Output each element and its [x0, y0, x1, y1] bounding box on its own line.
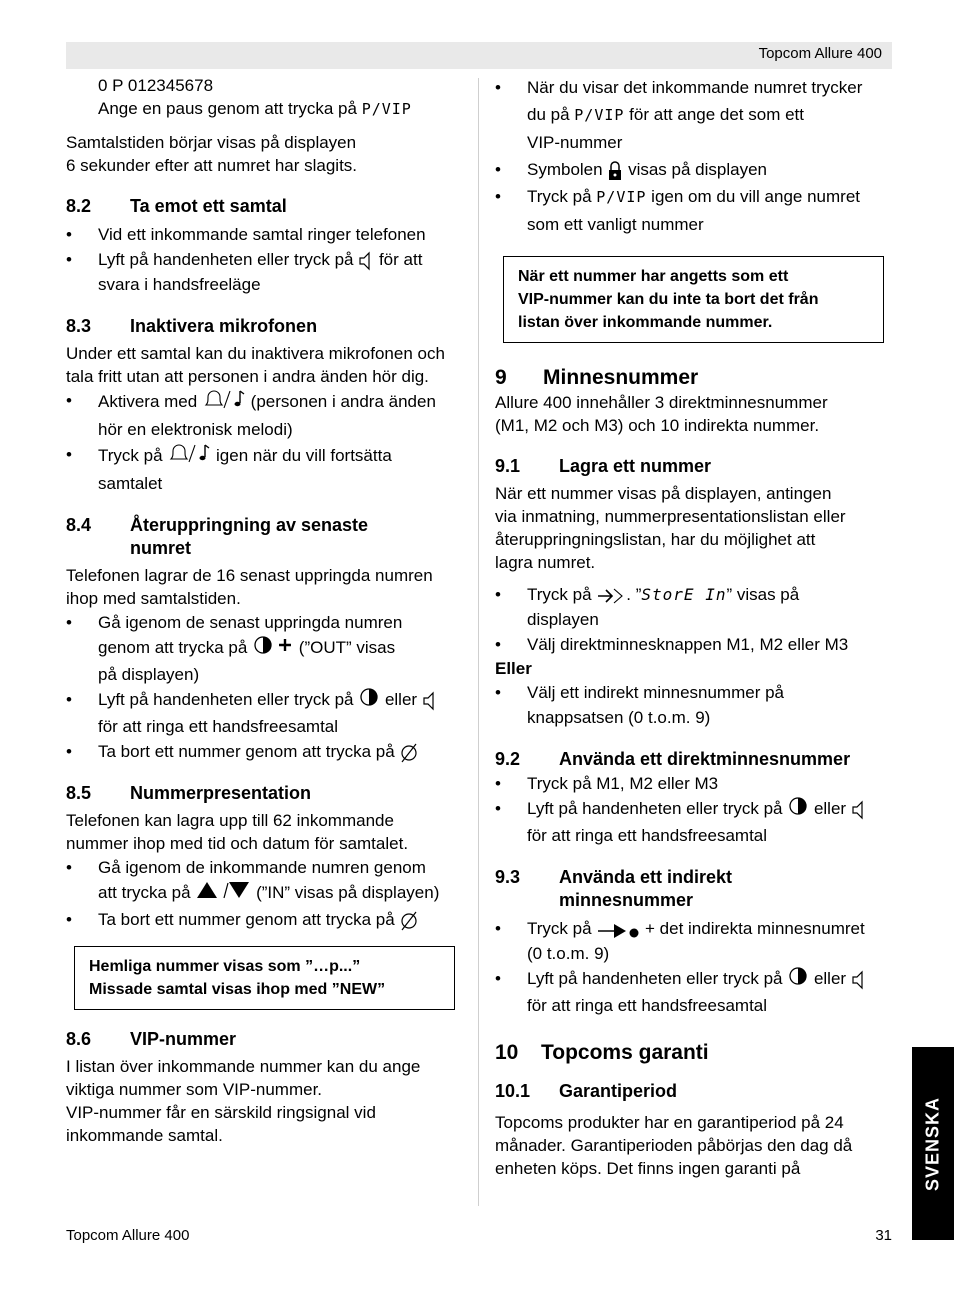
list-item: • Vid ett inkommande samtal ringer telefonen — [66, 222, 466, 247]
section-8-4-text: Telefonen lagrar de 16 senast uppringda numren ihop med samtalstiden. — [66, 566, 433, 608]
up-down-arrows-icon — [195, 880, 251, 907]
speaker-icon — [422, 691, 438, 711]
talktime-text: Samtalstiden börjar visas på displayen 6 sekunder efter att numret har slagits. — [66, 133, 358, 175]
pvip-key-icon: P/VIP — [361, 100, 412, 118]
pvip-key-icon: P/VIP — [596, 188, 647, 206]
section-8-3-heading: 8.3 Inaktivera mikrofonen — [66, 316, 318, 336]
section-9-1-list — [495, 582, 895, 657]
list-item: • Tryck på + det indirekta minnesnumret (0 t.o.m. 9) — [495, 916, 895, 966]
section-8-6-heading: 8.6 VIP-nummer — [66, 1029, 237, 1050]
list-item: • Ta bort ett nummer genom att trycka på — [66, 739, 466, 764]
speaker-icon — [851, 800, 867, 820]
lcd-store-in-text: StorE In — [641, 585, 727, 604]
language-tab: SVENSKA — [912, 1047, 954, 1240]
section-10-1-heading: 10.1 Garantiperiod — [495, 1081, 678, 1102]
list-item: • Lyft på handenheten eller tryck på för att svara i handsfreeläge — [66, 247, 466, 297]
pvip-key-icon: P/VIP — [574, 106, 625, 124]
pause-example: 0 P 012345678 — [98, 76, 214, 95]
column-divider — [478, 78, 479, 1206]
section-8-5-text: Telefonen kan lagra upp till 62 inkommande nummer ihop med tid och datum för samtalet. — [66, 811, 409, 854]
mute-bell-note-icon — [202, 388, 246, 417]
section-9-2-heading: 9.2 Använda ett direktminnesnummer — [495, 749, 851, 769]
list-item: • Lyft på handenheten eller tryck på eller för att ringa ett handsfreesamtal — [495, 796, 895, 848]
section-8-2-heading: 8.2 Ta emot ett samtal — [66, 196, 287, 216]
section-9-2-list — [495, 771, 895, 848]
lock-icon — [607, 160, 623, 182]
section-9-heading: 9 Minnesnummer — [495, 366, 699, 389]
call-key-icon — [787, 796, 809, 823]
pause-instruction: Ange en paus genom att trycka på P/VIP — [98, 99, 412, 118]
section-10-1-text: Topcoms produkter har en garantiperiod på 24 månader. Garantiperioden påbörjas den dag då enheten köps. Det finns ingen garanti på — [495, 1113, 853, 1179]
list-item: • Gå igenom de inkommande numren genom att trycka på (”IN” visas på displayen) — [66, 855, 466, 907]
memory-arrow-icon — [596, 920, 640, 940]
vip-note-box: När ett nummer har angetts som ett VIP-nummer kan du inte ta bort det från listan över inkommande nummer. — [503, 256, 884, 343]
section-8-3-text: Under ett samtal kan du inaktivera mikrofonen och tala fritt utan att personen i andra änden hör dig. — [66, 344, 445, 386]
section-10-heading: 10 Topcoms garanti — [495, 1041, 709, 1065]
header-bar — [66, 42, 892, 69]
header-title: Topcom Allure 400 — [758, 45, 882, 62]
section-8-4-list — [66, 610, 466, 764]
left-column — [66, 74, 466, 1147]
list-item: • Gå igenom de senast uppringda numren genom att trycka på (”OUT” visas på displayen) — [66, 610, 466, 687]
list-item: • Symbolen visas på displayen — [495, 156, 895, 183]
page-number: 31 — [875, 1227, 892, 1244]
section-9-1-heading: 9.1 Lagra ett nummer — [495, 456, 712, 476]
delete-icon — [399, 742, 419, 764]
or-label: Eller — [495, 659, 532, 678]
list-item: • Tryck på P/VIP igen om du vill ange numret som ett vanligt nummer — [495, 183, 895, 238]
section-8-5-heading: 8.5 Nummerpresentation — [66, 783, 312, 804]
note-box: Hemliga nummer visas som ”…p...” Missade samtal visas ihop med ”NEW” — [74, 946, 455, 1010]
call-key-icon — [358, 687, 380, 714]
call-plus-icon — [252, 635, 294, 662]
speaker-icon — [358, 251, 374, 271]
mute-bell-note-icon — [167, 442, 211, 471]
delete-icon — [399, 910, 419, 932]
section-9-3-list — [495, 916, 895, 1018]
call-key-icon — [787, 966, 809, 993]
list-item: • Aktivera med (personen i andra änden hör en elektronisk melodi) — [66, 388, 466, 442]
section-9-1-text: När ett nummer visas på displayen, antingen via inmatning, nummerpresentationslistan eller återuppringningslistan, har du möjlighet att lagra numret. — [495, 484, 846, 572]
list-item: • Lyft på handenheten eller tryck på eller för att ringa ett handsfreesamtal — [495, 966, 895, 1018]
section-8-6-text: I listan över inkommande nummer kan du ange viktiga nummer som VIP-nummer. VIP-nummer får en särskild ringsignal vid inkommande samtal. — [66, 1057, 421, 1146]
list-item: • När du visar det inkommande numret trycker du på P/VIP för att ange det som ett VIP-nummer — [495, 74, 895, 156]
store-arrow-icon — [596, 586, 626, 606]
section-9-1-list-2 — [495, 680, 895, 730]
section-8-5-list — [66, 855, 466, 932]
list-item: • Tryck på M1, M2 eller M3 — [495, 771, 895, 796]
section-8-3-list — [66, 388, 466, 496]
list-item: • Tryck på igen när du vill fortsätta samtalet — [66, 442, 466, 496]
section-9-3-heading: 9.3 Använda ett indirekt minnesnummer — [495, 867, 733, 911]
list-item: • Välj direktminnesknappen M1, M2 eller M3 — [495, 632, 895, 657]
list-item: • Ta bort ett nummer genom att trycka på — [66, 907, 466, 932]
right-column — [495, 74, 895, 1180]
footer-title: Topcom Allure 400 — [66, 1227, 190, 1244]
list-item: • Välj ett indirekt minnesnummer på knappsatsen (0 t.o.m. 9) — [495, 680, 895, 730]
section-8-4-heading: 8.4 Återuppringning av senaste numret — [66, 515, 369, 558]
speaker-icon — [851, 970, 867, 990]
section-8-2-list — [66, 222, 466, 297]
section-9-text: Allure 400 innehåller 3 direktminnesnummer (M1, M2 och M3) och 10 indirekta nummer. — [495, 393, 828, 435]
list-item: • Lyft på handenheten eller tryck på eller för att ringa ett handsfreesamtal — [66, 687, 466, 739]
list-item: • Tryck på . ”StorE In” visas på displayen — [495, 582, 895, 632]
vip-list — [495, 74, 895, 238]
